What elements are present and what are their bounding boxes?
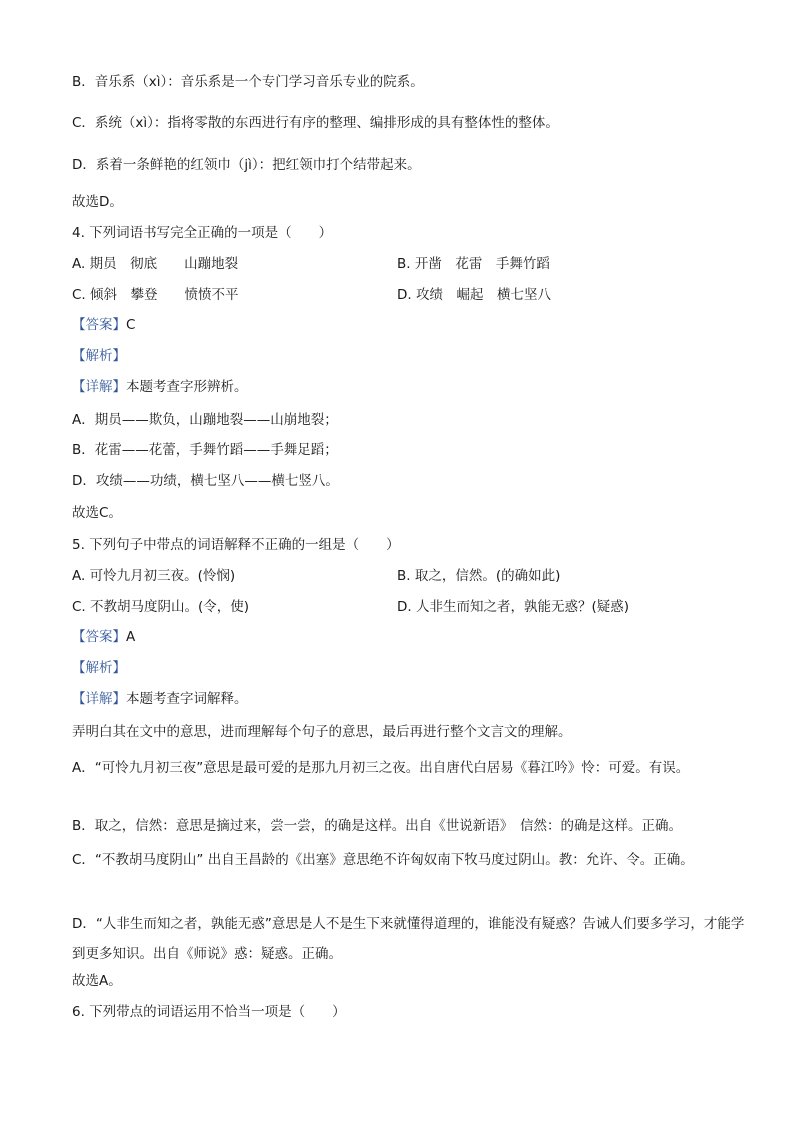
q4-correction-b: B．花雷——花蕾，手舞竹蹈——手舞足蹈； [72,442,338,458]
q5-intro: 弄明白其在文中的意思，进而理解每个句子的意思，最后再进行整个文言文的理解。 [72,724,572,740]
answer-value: A [126,629,136,645]
q5-detail [72,689,754,709]
analysis-tag: 【解析】 [72,348,126,364]
q5-answer [72,627,754,647]
q4-stem: 4. 下列词语书写完全正确的一项是（ ） [72,225,333,241]
detail-tag: 【详解】 [72,379,126,395]
q5-option-d: D. 人非生而知之者，孰能无惑？(疑惑) [397,599,630,615]
detail-tag: 【详解】 [72,691,126,707]
detail-text: 本题考查字词解释。 [126,691,248,707]
q5-option-c: C. 不教胡马度阴山。(令，使) [72,599,250,615]
q4-detail [72,377,754,397]
answer-tag: 【答案】 [72,629,126,645]
q4-analysis-tag [72,346,754,366]
q3-conclusion: 故选D。 [72,194,123,210]
q6-stem: 6. 下列带点的词语运用不恰当一项是（ ） [72,1004,346,1020]
q4-option-b: B. 开凿 花雷 手舞竹蹈 [397,256,550,272]
analysis-tag: 【解析】 [72,660,126,676]
q4-answer [72,315,754,335]
q4-option-a: A. 期员 彻底 山蹦地裂 [72,256,239,272]
q4-correction-d: D．攻绩——功绩，横七坚八——横七竖八。 [72,473,339,489]
q5-explanation-a: A．“可怜九月初三夜”意思是最可爱的是那九月初三之夜。出自唐代白居易《暮江吟》怜：可爱。有误。 [72,760,690,776]
q4-option-c: C. 倾斜 攀登 愤愤不平 [72,287,239,303]
q3-option-b-explanation: B．音乐系（xì）：音乐系是一个专门学习音乐专业的院系。 [72,74,424,90]
answer-tag: 【答案】 [72,317,126,333]
q5-option-b: B. 取之，信然。(的确如此) [397,568,561,584]
q4-conclusion: 故选C。 [72,505,122,521]
detail-text: 本题考查字形辨析。 [126,379,248,395]
q5-conclusion: 故选A。 [72,973,122,989]
q5-option-a: A. 可怜九月初三夜。(怜悯) [72,568,236,584]
q3-option-c-explanation: C．系统（xì）：指将零散的东西进行有序的整理、编排形成的具有整体性的整体。 [72,115,559,131]
q3-option-d-explanation: D．系着一条鲜艳的红领巾（jì）：把红领巾打个结带起来。 [72,157,421,173]
q4-correction-a: A．期员——欺负，山蹦地裂——山崩地裂； [72,412,338,428]
answer-value: C [126,317,136,333]
q5-explanation-d: D．“人非生而知之者，孰能无惑”意思是人不是生下来就懂得道理的，谁能没有疑惑？告诫人们要多学习，才能学到更多知识。出自《师说》惑：疑惑。正确。 [72,916,745,962]
q5-explanation-b: B．取之，信然：意思是摘过来，尝一尝，的确是这样。出自《世说新语》 信然：的确是这样。正确。 [72,818,683,834]
q4-option-d: D. 攻绩 崛起 横七坚八 [397,287,551,303]
q5-analysis-tag [72,658,754,678]
q5-stem: 5. 下列句子中带点的词语解释不正确的一组是（ ） [72,537,400,553]
q5-explanation-c: C．“不教胡马度阴山” 出自王昌龄的《出塞》意思绝不许匈奴南下牧马度过阴山。教：允许、令。正确。 [72,852,694,868]
